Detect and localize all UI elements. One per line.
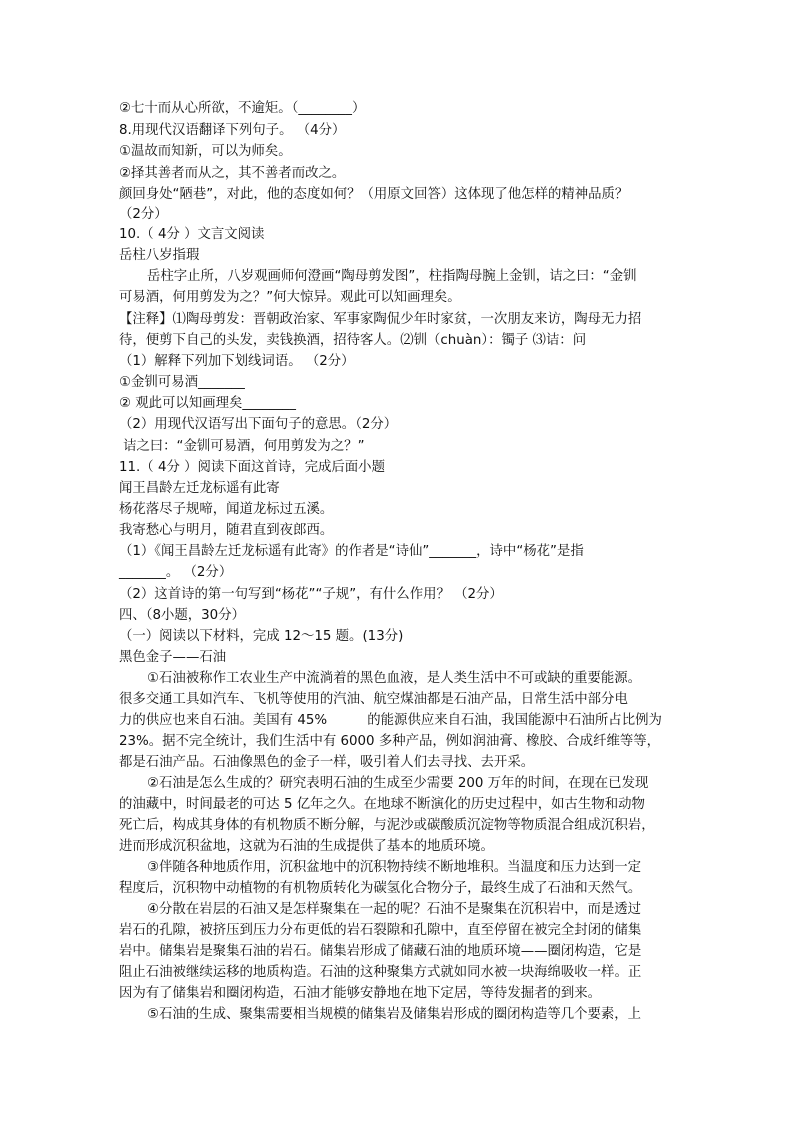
paragraph-line: 进而形成沉积盆地，这就为石油的生成提供了基本的地质环境。	[119, 839, 494, 854]
text-line: 可易酒，何用剪发为之？”何大惊异。观此可以知画理矣。	[119, 290, 461, 305]
paragraph-line: 23%。据不完全统计，我们生活中有 6000 多种产品，例如润油膏、橡胶、合成纤维等等，	[119, 734, 661, 749]
poem-title: 闻王昌龄左迁龙标遥有此寄	[119, 481, 280, 496]
poem-line: 杨花落尽子规啼，闻道龙标过五溪。	[119, 502, 334, 517]
paragraph-line: ③伴随各种地质作用，沉积盆地中的沉积物持续不断地堆积。当温度和压力达到一定	[147, 860, 642, 875]
paragraph-line: 的油藏中，时间最老的可达 5 亿年之久。在地球不断演化的历史过程中，如古生物和动物	[119, 797, 645, 812]
text-line: 诘之曰：“金钏可易酒，何用剪发为之？”	[123, 439, 365, 454]
text-line: （2分）	[119, 207, 168, 222]
text-line: ①金钏可易酒_______	[119, 375, 245, 390]
text-line: ①温故而知新，可以为师矣。	[119, 144, 292, 159]
poem-line: 我寄愁心与明月，随君直到夜郎西。	[119, 523, 334, 538]
paragraph-line: ④分散在岩层的石油又是怎样聚集在一起的呢？石油不是聚集在沉积岩中，而是透过	[147, 902, 642, 917]
annotation-line: 待，便剪下自己的头发，卖钱换酒，招待客人。⑵钏（chuàn）：镯子 ⑶诘：问	[119, 333, 587, 348]
paragraph-line: 因为有了储集岩和圈闭构造，石油才能够安静地在地下定居，等待发掘者的到来。	[119, 986, 602, 1001]
paragraph-line: 很多交通工具如汽车、飞机等使用的汽油、航空煤油都是石油产品，日常生活中部分电	[119, 692, 628, 707]
text-line: ②七十而从心所欲，不逾矩。（________）	[119, 101, 366, 116]
text-line: （一）阅读以下材料，完成 12～15 题。(13分)	[119, 629, 404, 644]
text-line: （2）用现代汉语写出下面句子的意思。（2分）	[119, 417, 398, 432]
text-line: 8.用现代汉语翻译下列句子。 （4分）	[119, 123, 346, 138]
paragraph-line: 岩石的孔隙，被挤压到压力分布更低的岩石裂隙和孔隙中，直至停留在被完全封闭的储集	[119, 923, 642, 938]
paragraph-line: 死亡后，构成其身体的有机物质不断分解，与泥沙或碳酸质沉淀物等物质混合组成沉积岩，	[119, 818, 655, 833]
text-line: 颜回身处“陋巷”，对此，他的态度如何？（用原文回答）这体现了他怎样的精神品质？	[119, 187, 629, 202]
paragraph-line: 都是石油产品。石油像黑色的金子一样，吸引着人们去寻找、去开采。	[119, 755, 535, 770]
text-line: ② 观此可以知画理矣________	[119, 396, 296, 411]
paragraph-line: 程度后，沉积物中动植物的有机物质转化为碳氢化合物分子，最终生成了石油和天然气。	[119, 881, 642, 896]
section-heading: 四、（8小题，30分）	[119, 608, 245, 623]
annotation-line: 【注释】⑴陶母剪发：晋朝政治家、军事家陶侃少年时家贫，一次朋友来访，陶母无力招	[119, 312, 642, 327]
paragraph-line: 阻止石油被继续运移的地质构造。石油的这种聚集方式就如同水被一块海绵吸收一样。正	[119, 965, 642, 980]
text-line: ②择其善者而从之，其不善者而改之。	[119, 166, 346, 181]
paragraph-line: 力的供应也来自石油。美国有 45% 的能源供应来自石油，我国能源中石油所占比例为	[119, 713, 662, 728]
question-heading: 10.（ 4分 ）文言文阅读	[119, 227, 265, 242]
text-line: （2）这首诗的第一句写到“杨花”“子规”，有什么作用？ （2分）	[119, 587, 503, 602]
passage-title: 黑色金子——石油	[119, 650, 227, 665]
text-line: 岳柱字止所，八岁观画师何澄画“陶母剪发图”，柱指陶母腕上金钏，诘之曰：“金钏	[147, 269, 637, 284]
text-line: （1）解释下列加下划线词语。 （2分）	[119, 354, 355, 369]
question-heading: 11.（ 4分 ）阅读下面这首诗，完成后面小题	[119, 460, 385, 475]
text-line: _______。 （2分）	[119, 565, 233, 580]
paragraph-line: 岩中。储集岩是聚集石油的岩石。储集岩形成了储藏石油的地质环境——圈闭构造，它是	[119, 944, 642, 959]
passage-title: 岳柱八岁指瑕	[119, 248, 200, 263]
paragraph-line: ②石油是怎么生成的？研究表明石油的生成至少需要 200 万年的时间，在现在已发现	[147, 776, 649, 791]
paragraph-line: ①石油被称作工农业生产中流淌着的黑色血液，是人类生活中不可或缺的重要能源。	[147, 671, 642, 686]
text-line: （1）《闻王昌龄左迁龙标遥有此寄》的作者是“诗仙”_______，诗中“杨花”是指	[119, 544, 584, 559]
paragraph-line: ⑤石油的生成、聚集需要相当规模的储集岩及储集岩形成的圈闭构造等几个要素，上	[147, 1007, 642, 1022]
